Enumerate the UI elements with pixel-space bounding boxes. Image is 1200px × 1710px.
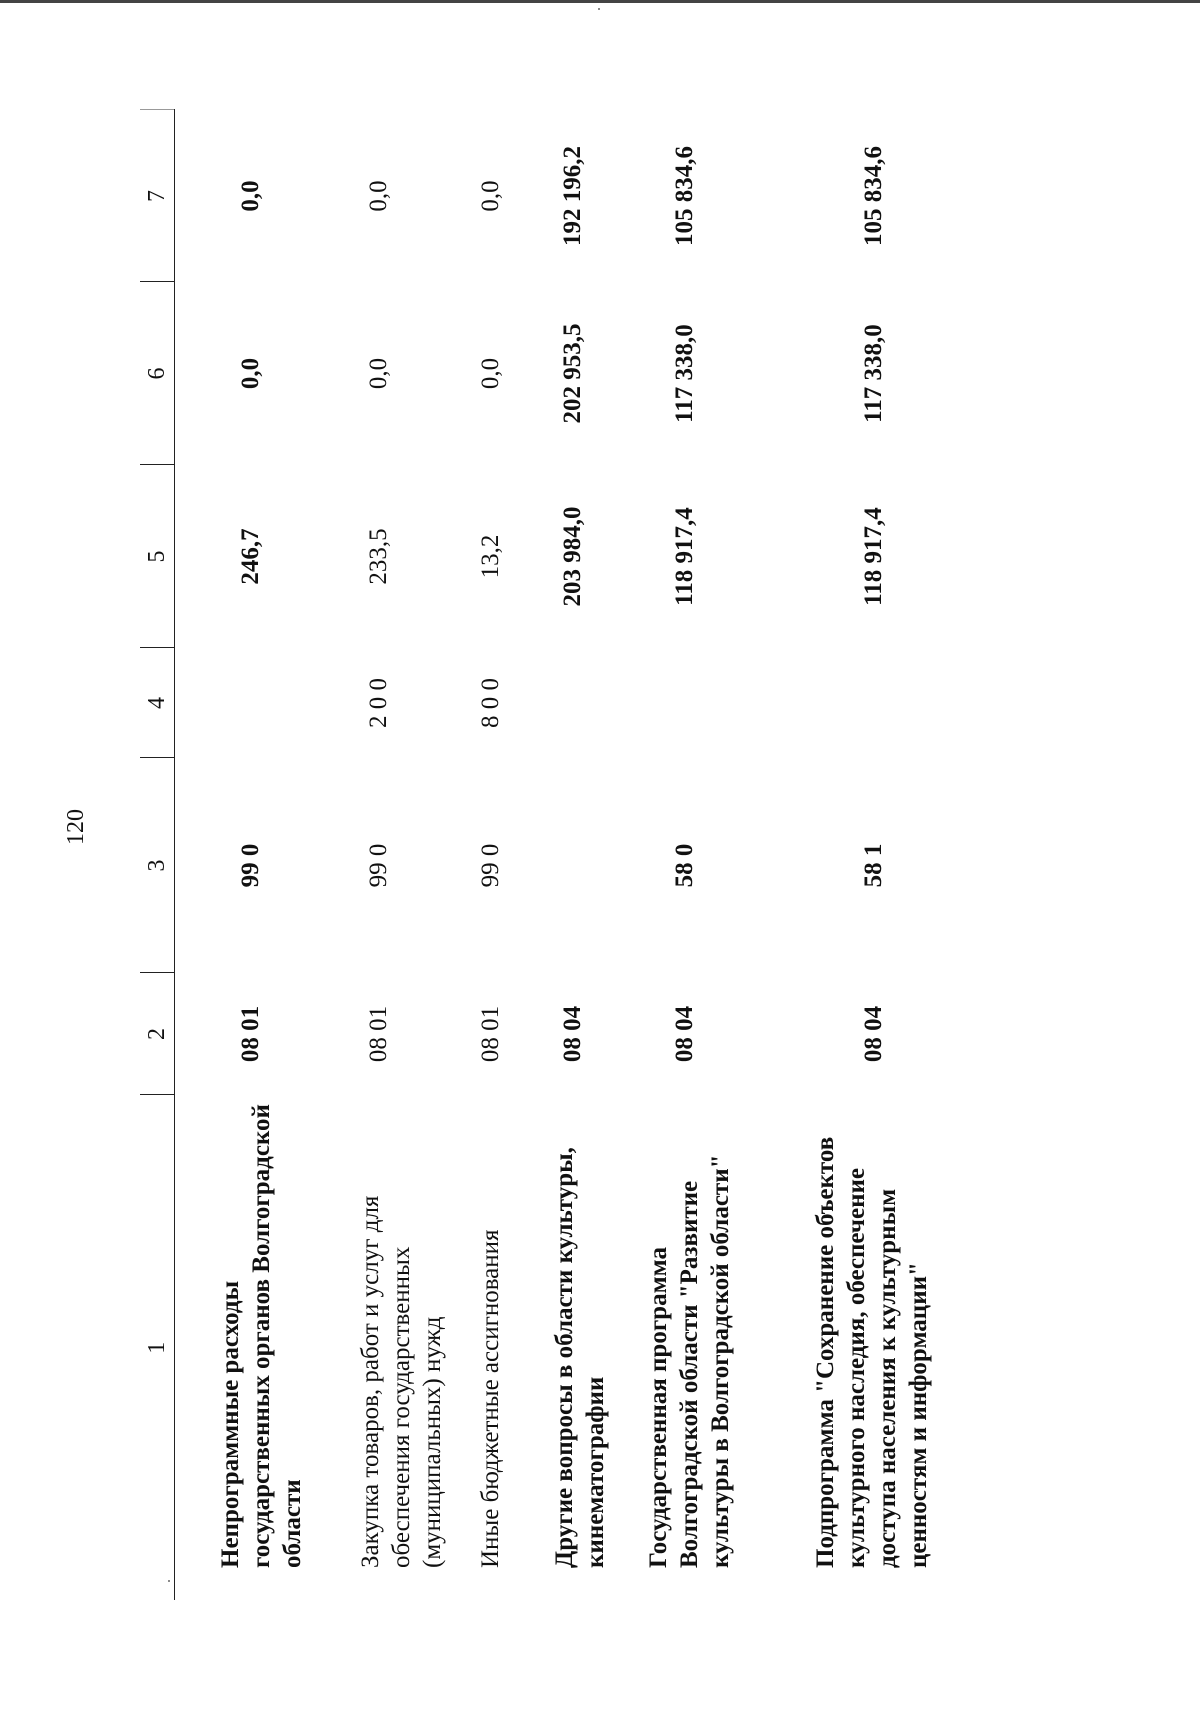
row-name: Непрограммные расходы государственных органов Волгоградской области bbox=[217, 1104, 306, 1568]
amount-col7: 105 834,6 bbox=[671, 146, 698, 246]
target-code bbox=[527, 758, 627, 973]
amount-col7: 0,0 bbox=[237, 180, 264, 212]
expense-type-code: 2 0 0 bbox=[365, 678, 392, 728]
section-code: 08 01 bbox=[477, 1005, 504, 1063]
column-header: 2 bbox=[140, 973, 175, 1095]
page-number: 120 bbox=[63, 809, 89, 845]
row-name: Другие вопросы в области культуры, кинематографии bbox=[551, 1147, 609, 1568]
row-name: Иные бюджетные ассигнования bbox=[477, 1229, 504, 1568]
amount-col7: 0,0 bbox=[365, 180, 392, 212]
budget-table bbox=[140, 110, 1018, 1601]
section-code: 08 01 bbox=[365, 1005, 392, 1063]
target-code: 99 0 bbox=[237, 843, 264, 888]
rotated-table-container bbox=[140, 110, 1030, 1600]
amount-col6: 117 338,0 bbox=[671, 324, 698, 423]
target-code: 58 0 bbox=[671, 843, 698, 888]
amount-col5: 203 984,0 bbox=[559, 506, 586, 607]
section-code: 08 04 bbox=[860, 1005, 887, 1063]
amount-col6: 0,0 bbox=[477, 357, 504, 390]
amount-col6: 0,0 bbox=[365, 357, 392, 390]
expense-type-code bbox=[794, 648, 1018, 758]
row-name: Подпрограмма "Сохранение объектов культурного наследия, обеспечение доступа населения к культурным ценностям и информации" bbox=[812, 1136, 932, 1568]
column-header: 1 bbox=[140, 1095, 175, 1600]
table-header-row bbox=[140, 110, 175, 1600]
row-name: Закупка товаров, работ и услуг для обеспечения государственных (муниципальных) нужд bbox=[357, 1195, 446, 1568]
target-code: 99 0 bbox=[365, 843, 392, 888]
target-code: 99 0 bbox=[477, 843, 504, 888]
column-header: 4 bbox=[140, 648, 175, 758]
scan-top-edge bbox=[0, 0, 1200, 3]
amount-col7: 105 834,6 bbox=[860, 146, 887, 246]
table-row bbox=[527, 110, 627, 1600]
target-code: 58 1 bbox=[860, 843, 887, 888]
section-code: 08 01 bbox=[237, 1005, 264, 1063]
amount-col6: 202 953,5 bbox=[559, 323, 586, 424]
table-row bbox=[175, 110, 332, 1600]
table-row bbox=[331, 110, 459, 1600]
section-code: 08 04 bbox=[671, 1005, 698, 1063]
amount-col7: 192 196,2 bbox=[559, 146, 586, 246]
column-header: 6 bbox=[140, 282, 175, 465]
expense-type-code bbox=[527, 648, 627, 758]
column-header: 3 bbox=[140, 758, 175, 973]
expense-type-code: 8 0 0 bbox=[477, 678, 504, 728]
amount-col5: 118 917,4 bbox=[860, 507, 887, 606]
table-row bbox=[627, 110, 794, 1600]
column-header: 5 bbox=[140, 465, 175, 648]
row-name: Государственная программа Волгоградской области "Развитие культуры в Волгоградской области" bbox=[645, 1154, 734, 1568]
amount-col5: 233,5 bbox=[365, 528, 392, 585]
column-header: 7 bbox=[140, 110, 175, 282]
amount-col6: 117 338,0 bbox=[860, 324, 887, 423]
amount-col6: 0,0 bbox=[237, 357, 264, 390]
section-code: 08 04 bbox=[559, 1005, 586, 1063]
amount-col7: 0,0 bbox=[477, 180, 504, 212]
table-row bbox=[794, 110, 1018, 1600]
expense-type-code bbox=[175, 648, 332, 758]
expense-type-code bbox=[627, 648, 794, 758]
amount-col5: 246,7 bbox=[237, 528, 264, 585]
scan-speck bbox=[598, 8, 600, 10]
amount-col5: 118 917,4 bbox=[671, 507, 698, 606]
amount-col5: 13,2 bbox=[477, 534, 504, 579]
table-row bbox=[459, 110, 527, 1600]
